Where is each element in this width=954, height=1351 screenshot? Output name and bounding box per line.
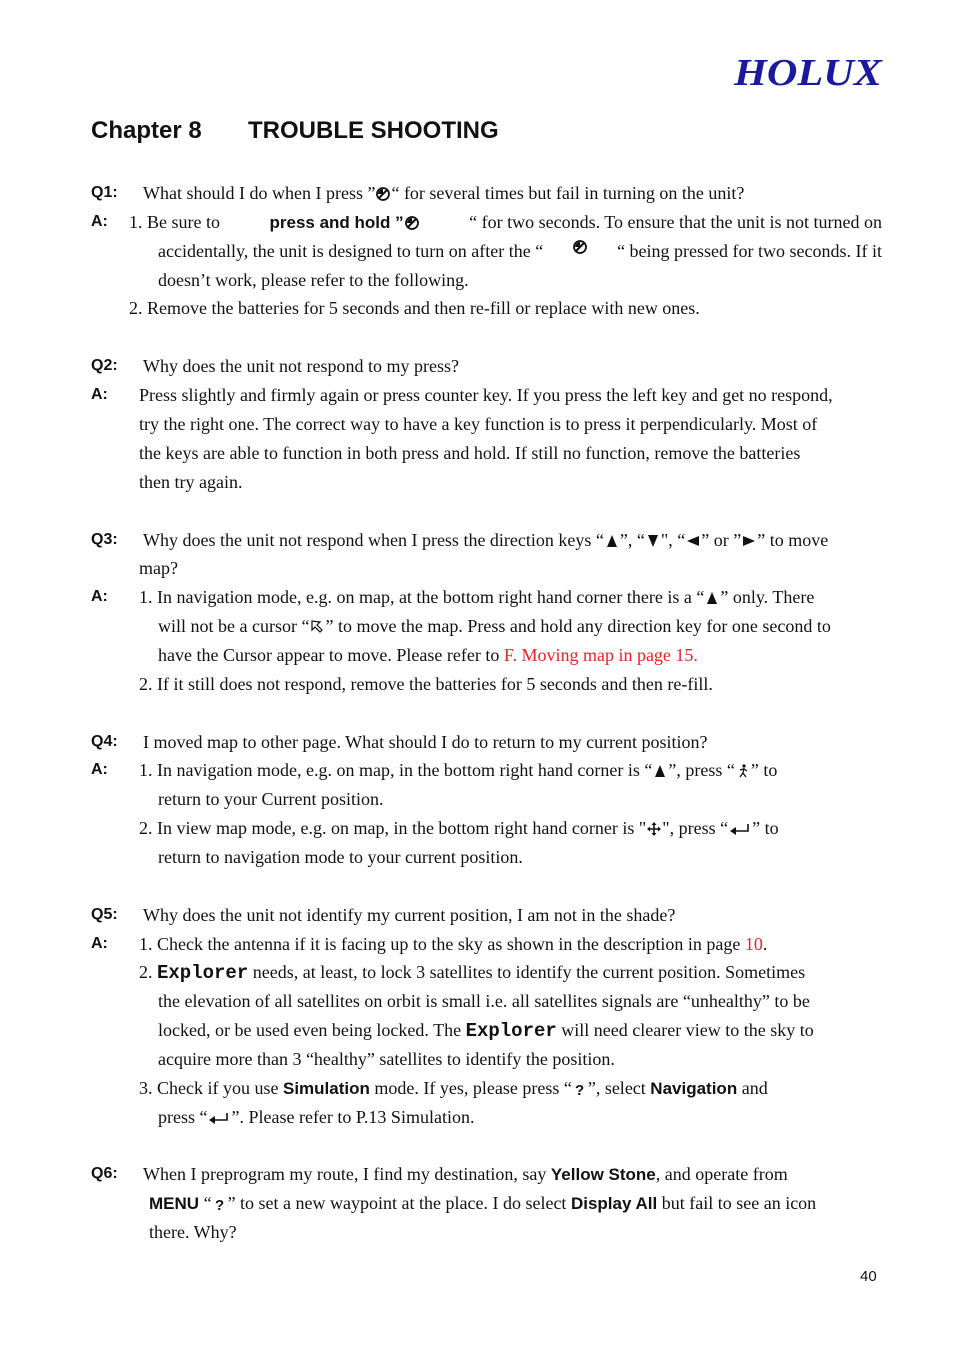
q1-answer-item2: 2. Remove the batteries for 5 seconds and then re-fill or replace with new ones. <box>129 298 700 318</box>
q2-label: Q2: <box>91 357 118 374</box>
question-key-icon <box>573 1082 587 1096</box>
q3-answer-line2: will not be a cursor “ ” to move the map. Press and hold any direction key for one second to <box>158 616 831 636</box>
arrow-right-icon <box>742 534 756 548</box>
page-number: 40 <box>860 1268 877 1285</box>
svg-text:?: ? <box>574 1082 584 1096</box>
q4-answer-line1: 1. In navigation mode, e.g. on map, in the bottom right hand corner is “ ”, press “ ” to <box>139 760 778 780</box>
q6-question-line2: MENU “ ? ” to set a new waypoint at the place. I do select Display All but fail to see an icon <box>149 1193 817 1213</box>
power-icon <box>405 216 419 230</box>
product-name: Explorer <box>465 1020 557 1042</box>
q3-answer-label: A: <box>91 588 108 605</box>
cursor-icon <box>310 620 324 634</box>
q2-answer-line3: the keys are able to function in both press and hold. If still no function, remove the batteries <box>139 443 801 463</box>
chapter-title: TROUBLE SHOOTING <box>248 117 499 144</box>
q4-answer-label: A: <box>91 761 108 778</box>
q1-question: What should I do when I press ” “ for several times but fail in turning on the unit? <box>143 183 745 203</box>
q5-question: Why does the unit not identify my current position, I am not in the shade? <box>143 905 676 925</box>
q6-question-line3: there. Why? <box>149 1222 237 1242</box>
q4-question: I moved map to other page. What should I do to return to my current position? <box>143 732 708 752</box>
enter-key-icon <box>208 1111 230 1125</box>
q3-label: Q3: <box>91 531 118 548</box>
q1-label: Q1: <box>91 184 118 201</box>
svg-text:HOLUX: HOLUX <box>732 52 884 92</box>
q5-answer-label: A: <box>91 935 108 952</box>
svg-text:?: ? <box>214 1197 224 1211</box>
q5-answer-line5: acquire more than 3 “healthy” satellites to identify the position. <box>158 1049 615 1069</box>
q2-answer-label: A: <box>91 386 108 403</box>
chapter-heading <box>91 117 499 145</box>
q6-label: Q6: <box>91 1165 118 1182</box>
arrow-left-icon <box>686 534 700 548</box>
q2-question: Why does the unit not respond to my press? <box>143 356 459 376</box>
q5-answer-line4: locked, or be used even being locked. The Explorer will need clearer view to the sky to <box>158 1020 814 1042</box>
q4-label: Q4: <box>91 733 118 750</box>
q2-answer-line4: then try again. <box>139 472 243 492</box>
link-page-10[interactable]: 10 <box>744 934 763 954</box>
q6-question-line1: When I preprogram my route, I find my destination, say Yellow Stone, and operate from <box>143 1164 788 1184</box>
power-icon <box>376 187 390 201</box>
q5-label: Q5: <box>91 906 118 923</box>
q1-answer-line2: accidentally, the unit is designed to turn on after the “ “ being pressed for two seconds. If it <box>158 241 882 261</box>
q4-answer-line2: return to your Current position. <box>158 789 384 809</box>
product-name: Explorer <box>157 962 249 984</box>
move-cross-icon <box>647 822 661 836</box>
q5-answer-line1: 1. Check the antenna if it is facing up to the sky as shown in the description in page 10. <box>139 934 768 954</box>
q5-answer-line2: 2. Explorer needs, at least, to lock 3 satellites to identify the current position. Sometimes <box>139 962 806 984</box>
q2-answer-line2: try the right one. The correct way to have a key function is to press it perpendicularly. Most of <box>139 414 818 434</box>
q5-answer-line7: press “ ”. Please refer to P.13 Simulation. <box>158 1107 475 1127</box>
q5-answer-line6: 3. Check if you use Simulation mode. If yes, please press “ ? ”, select Navigation and <box>139 1078 768 1098</box>
arrow-up-icon <box>605 534 619 548</box>
q4-answer-line4: return to navigation mode to your current position. <box>158 847 523 867</box>
q3-answer-line3: have the Cursor appear to move. Please refer to F. Moving map in page 15. <box>158 645 698 665</box>
arrow-down-icon <box>646 534 660 548</box>
q2-answer-line1: Press slightly and firmly again or press counter key. If you press the left key and get no respond, <box>139 385 833 405</box>
walking-person-icon <box>736 764 750 778</box>
power-icon <box>573 240 587 254</box>
link-moving-map[interactable]: F. Moving map in page 15. <box>503 645 698 665</box>
q1-answer-line1: 1. Be sure to press and hold ” “ for two seconds. To ensure that the unit is not turned on <box>129 212 882 232</box>
q3-answer-line1: 1. In navigation mode, e.g. on map, at the bottom right hand corner there is a “ ” only. There <box>139 587 815 607</box>
enter-key-icon <box>729 822 751 836</box>
position-arrow-icon <box>705 591 719 605</box>
q5-answer-line3: the elevation of all satellites on orbit is small i.e. all satellites signals are “unhealthy” to be <box>158 991 810 1011</box>
q3-answer-item2: 2. If it still does not respond, remove the batteries for 5 seconds and then re-fill. <box>139 674 713 694</box>
q3-question: Why does the unit not respond when I press the direction keys “ ”, “ ", “ ” or ” ” to move <box>143 530 829 550</box>
position-arrow-icon <box>653 764 667 778</box>
holux-logo <box>732 52 884 92</box>
q1-answer-line3: doesn’t work, please refer to the following. <box>158 270 469 290</box>
q4-answer-line3: 2. In view map mode, e.g. on map, in the bottom right hand corner is " ", press “ ” to <box>139 818 779 838</box>
q1-answer-label: A: <box>91 213 108 230</box>
chapter-number: Chapter 8 <box>91 117 202 144</box>
question-key-icon <box>213 1197 227 1211</box>
q3-question-cont: map? <box>139 558 178 578</box>
